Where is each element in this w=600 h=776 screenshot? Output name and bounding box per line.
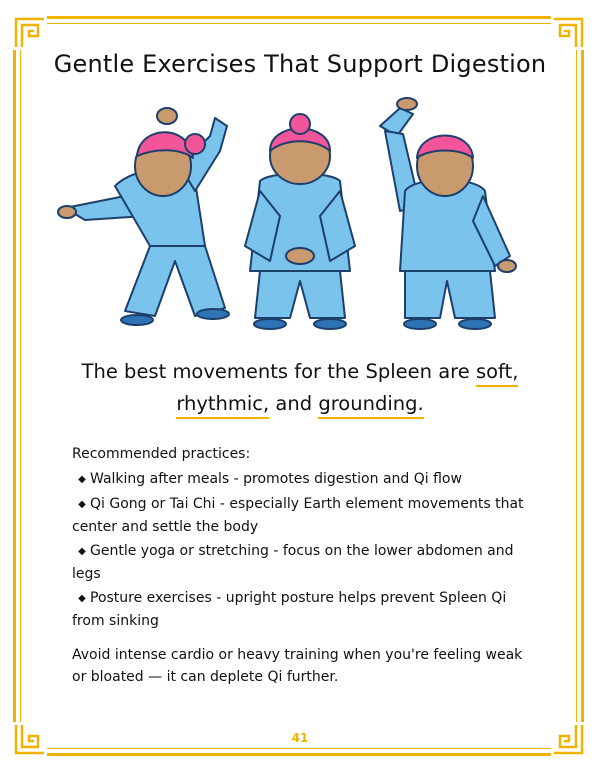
tagline-lead: The best movements for the Spleen are [81,360,476,383]
bullet-icon: ◆ [78,546,86,557]
page-number: 41 [291,731,309,745]
figure-standing-center [245,114,355,329]
tagline-mid: and [269,392,319,415]
figure-side-stretch [58,108,229,325]
list-item [72,468,532,491]
tagline-word-soft: soft, [476,360,518,387]
figure-arm-raised [380,98,516,329]
practices-list [72,468,532,632]
list-item [72,587,532,632]
tagline-word-rhythmic: rhythmic, [176,392,269,419]
tagline [60,356,540,420]
caution-note: Avoid intense cardio or heavy training when you're feeling weak or bloated — it can deplete Qi further. [72,647,523,685]
practice-posture: Posture exercises - upright posture helps prevent Spleen Qi from sinking [72,590,507,629]
body-text [72,443,532,702]
tagline-word-grounding: grounding. [318,392,423,419]
page-title: Gentle Exercises That Support Digestion [53,50,547,78]
practice-yoga: Gentle yoga or stretching - focus on the lower abdomen and legs [72,543,514,582]
list-item [72,540,532,585]
practices-intro: Recommended practices: [72,446,251,462]
corner-ornament-top-left [13,16,47,50]
exercise-illustrations [55,96,545,336]
list-item [72,493,532,538]
bullet-icon: ◆ [78,593,86,604]
practice-walking: Walking after meals - promotes digestion and Qi flow [90,471,462,487]
corner-ornament-top-right [551,16,585,50]
practice-qigong: Qi Gong or Tai Chi - especially Earth element movements that center and settle the body [72,496,524,535]
bullet-icon: ◆ [78,474,86,485]
bullet-icon: ◆ [78,499,86,510]
